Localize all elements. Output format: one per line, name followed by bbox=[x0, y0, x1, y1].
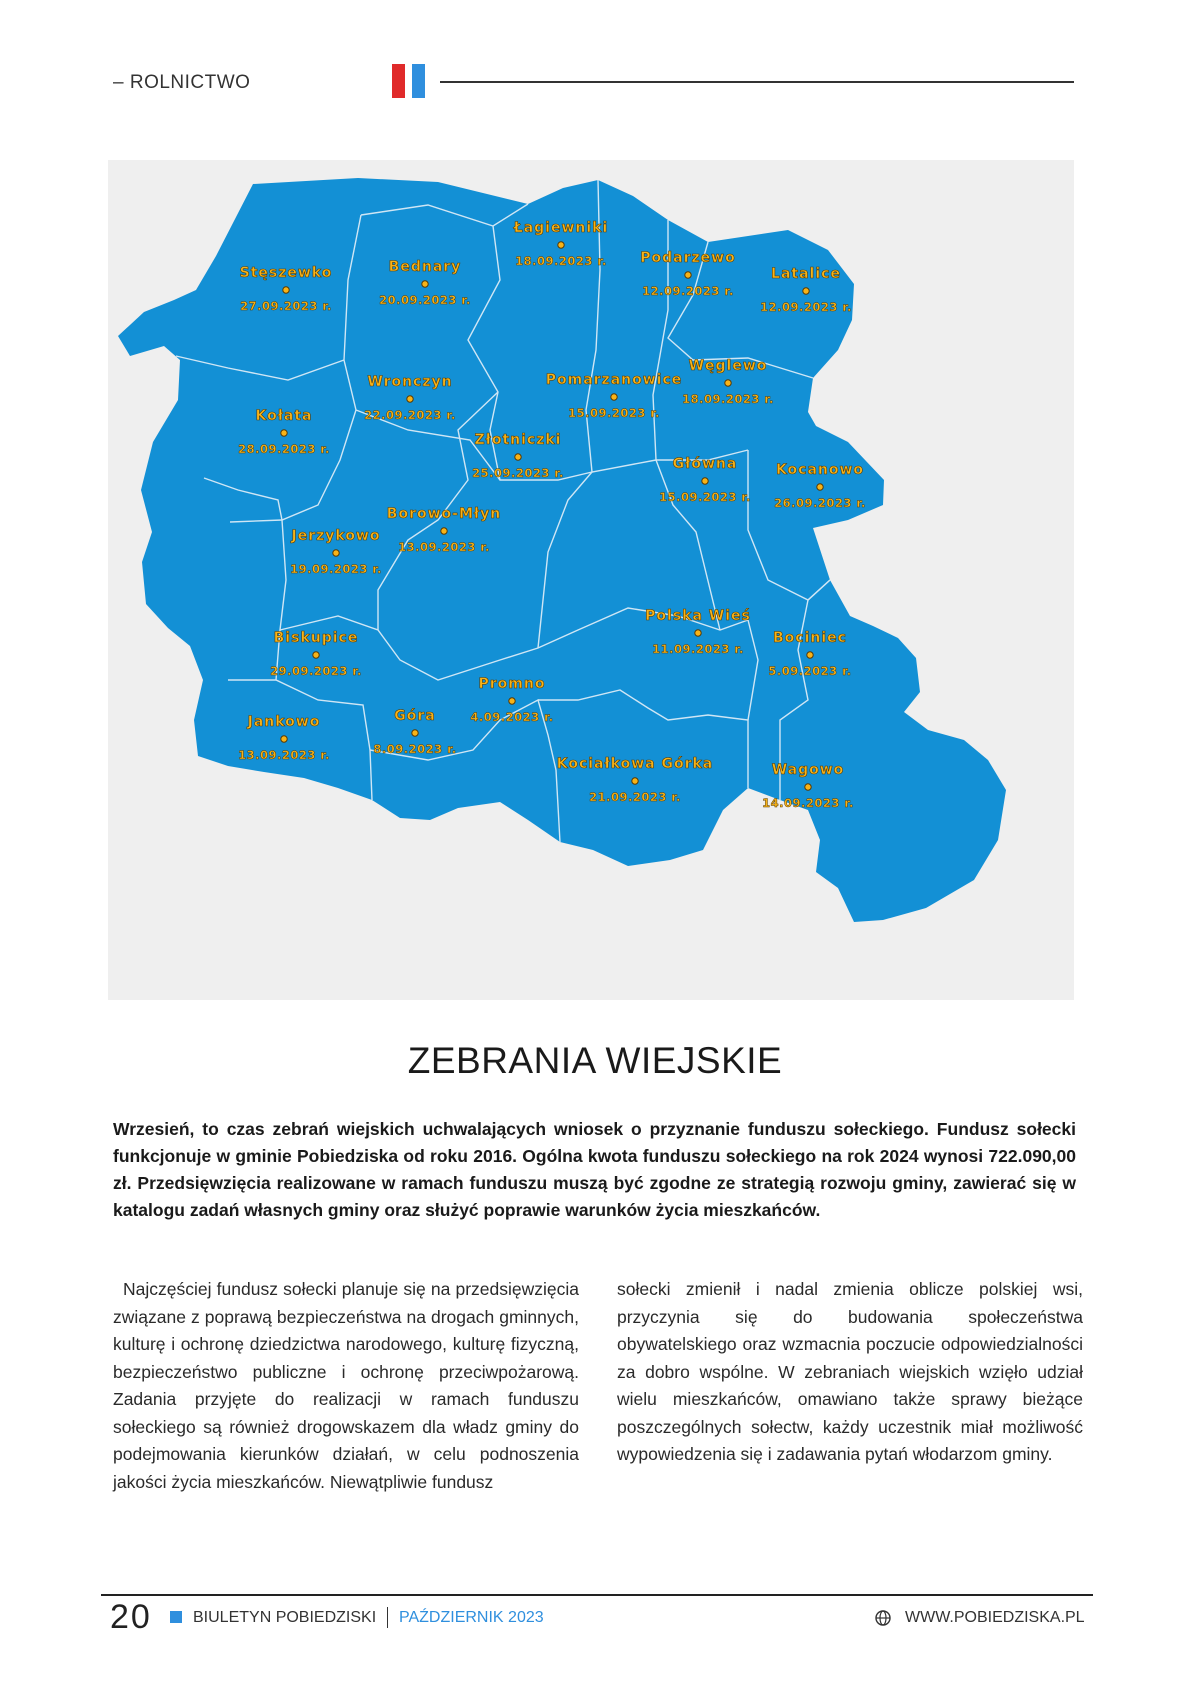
map-territory bbox=[118, 178, 1006, 922]
meeting-date: 8.09.2023 r. bbox=[373, 742, 457, 756]
village-name: Podarzewo bbox=[640, 250, 736, 266]
village-name: Góra bbox=[394, 708, 436, 724]
meeting-date: 20.09.2023 r. bbox=[379, 293, 471, 307]
header-flag-blue-bar bbox=[412, 64, 425, 98]
section-label: – ROLNICTWO bbox=[113, 72, 251, 93]
meeting-date: 13.09.2023 r. bbox=[398, 540, 490, 554]
meeting-date: 21.09.2023 r. bbox=[589, 790, 681, 804]
map-graphic bbox=[108, 160, 1074, 1000]
village-name: Bednary bbox=[388, 259, 462, 275]
footer-rule bbox=[101, 1594, 1093, 1596]
meeting-date: 28.09.2023 r. bbox=[238, 442, 330, 456]
village-name: Pomarzanowice bbox=[545, 372, 683, 388]
footer-accent-square bbox=[170, 1611, 182, 1623]
village-marker-dot bbox=[685, 272, 691, 278]
village-marker-dot bbox=[632, 778, 638, 784]
village-name: Wagowo bbox=[771, 762, 845, 778]
meeting-date: 29.09.2023 r. bbox=[270, 664, 362, 678]
village-marker-dot bbox=[412, 730, 418, 736]
village-name: Jerzykowo bbox=[291, 528, 381, 544]
village-name: Promno bbox=[478, 676, 546, 692]
village-name: Jankowo bbox=[247, 714, 321, 730]
meeting-date: 12.09.2023 r. bbox=[642, 284, 734, 298]
meeting-date: 27.09.2023 r. bbox=[240, 299, 332, 313]
village-name: Złotniczki bbox=[474, 432, 562, 448]
meeting-date: 19.09.2023 r. bbox=[290, 562, 382, 576]
meeting-date: 18.09.2023 r. bbox=[515, 254, 607, 268]
village-marker-dot bbox=[805, 784, 811, 790]
meeting-date: 12.09.2023 r. bbox=[760, 300, 852, 314]
meeting-date: 4.09.2023 r. bbox=[470, 710, 554, 724]
globe-icon bbox=[875, 1610, 891, 1626]
village-name: Kocanowo bbox=[775, 462, 865, 478]
publication-name: BIULETYN POBIEDZISKI bbox=[193, 1609, 377, 1626]
header-rule bbox=[440, 81, 1074, 83]
village-marker-dot bbox=[333, 550, 339, 556]
village-marker-dot bbox=[695, 630, 701, 636]
village-name: Biskupice bbox=[273, 630, 359, 646]
village-marker-dot bbox=[611, 394, 617, 400]
meeting-date: 22.09.2023 r. bbox=[364, 408, 456, 422]
village-marker-dot bbox=[283, 287, 289, 293]
article-title: ZEBRANIA WIEJSKIE bbox=[407, 1040, 783, 1081]
village-marker-dot bbox=[281, 430, 287, 436]
village-name: Bociniec bbox=[773, 630, 847, 646]
village-name: Borowo-Młyn bbox=[386, 506, 502, 522]
village-marker-dot bbox=[313, 652, 319, 658]
village-name: Stęszewko bbox=[239, 265, 333, 281]
village-name: Główna bbox=[672, 456, 738, 472]
village-marker-dot bbox=[515, 454, 521, 460]
issue-date: PAŹDZIERNIK 2023 bbox=[399, 1609, 544, 1626]
meeting-date: 25.09.2023 r. bbox=[472, 466, 564, 480]
village-marker-dot bbox=[407, 396, 413, 402]
village-name: Łagiewniki bbox=[513, 220, 609, 236]
header-flag-red-bar bbox=[392, 64, 405, 98]
meeting-date: 15.09.2023 r. bbox=[659, 490, 751, 504]
village-marker-dot bbox=[281, 736, 287, 742]
village-name: Kołata bbox=[255, 408, 313, 424]
village-marker-dot bbox=[509, 698, 515, 704]
village-marker-dot bbox=[702, 478, 708, 484]
meeting-date: 14.09.2023 r. bbox=[762, 796, 854, 810]
village-name: Polska Wieś bbox=[645, 608, 751, 624]
meeting-date: 26.09.2023 r. bbox=[774, 496, 866, 510]
village-marker-dot bbox=[807, 652, 813, 658]
village-marker-dot bbox=[441, 528, 447, 534]
footer-separator bbox=[387, 1607, 388, 1628]
article-body-right-column: sołecki zmienił i nadal zmienia oblicze polskiej wsi, przyczynia się do budowania społeczeństwa obywatelskiego oraz wzmacnia poczucie odpowiedzialności za dobro wspólne. W zebraniach wiejskich wzięło udział wielu mieszkańców, omawiano także sprawy bieżące poszczególnych sołectw, każdy uczestnik miał możliwość wypowiedzenia się i zadawania pytań włodarzom gminy. bbox=[617, 1279, 1083, 1464]
meeting-date: 13.09.2023 r. bbox=[238, 748, 330, 762]
village-name: Węglewo bbox=[688, 358, 768, 374]
village-name: Kociałkowa Górka bbox=[556, 756, 714, 772]
village-marker-dot bbox=[803, 288, 809, 294]
article-body-left-column: Najczęściej fundusz sołecki planuje się na przedsięwzięcia związane z poprawą bezpieczeństwa na drogach gminnych, kulturę i ochronę dziedzictwa narodowego, kulturę fizyczną, bezpieczeństwo publiczne i ochronę przeciwpożarową. Zadania przyjęte do realizacji w ramach funduszu sołeckiego są również drogowskazem dla władz gminy do podejmowania kierunków działań, w celu podnoszenia jakości życia mieszkańców. Niewątpliwie fundusz bbox=[113, 1279, 579, 1492]
meeting-date: 18.09.2023 r. bbox=[682, 392, 774, 406]
page-number: 20 bbox=[110, 1598, 152, 1636]
village-marker-dot bbox=[422, 281, 428, 287]
village-marker-dot bbox=[725, 380, 731, 386]
village-name: Wronczyn bbox=[367, 374, 453, 390]
meeting-date: 15.09.2023 r. bbox=[568, 406, 660, 420]
article-lead: Wrzesień, to czas zebrań wiejskich uchwalających wniosek o przyznanie funduszu sołeckiego. Fundusz sołecki funkcjonuje w gminie Pobiedziska od roku 2016. Ogólna kwota funduszu sołeckiego na rok 2024 wynosi 722.090,00 zł. Przedsięwzięcia realizowane w ramach funduszu muszą być zgodne ze strategią rozwoju gminy, zawierać się w katalogu zadań własnych gminy oraz służyć poprawie warunków życia mieszkańców. bbox=[113, 1119, 1076, 1220]
meeting-date: 5.09.2023 r. bbox=[768, 664, 852, 678]
website-link[interactable]: WWW.POBIEDZISKA.PL bbox=[905, 1609, 1085, 1626]
village-name: Latalice bbox=[771, 266, 841, 282]
village-marker-dot bbox=[817, 484, 823, 490]
village-marker-dot bbox=[558, 242, 564, 248]
meeting-date: 11.09.2023 r. bbox=[652, 642, 744, 656]
commune-map bbox=[108, 160, 1074, 1000]
